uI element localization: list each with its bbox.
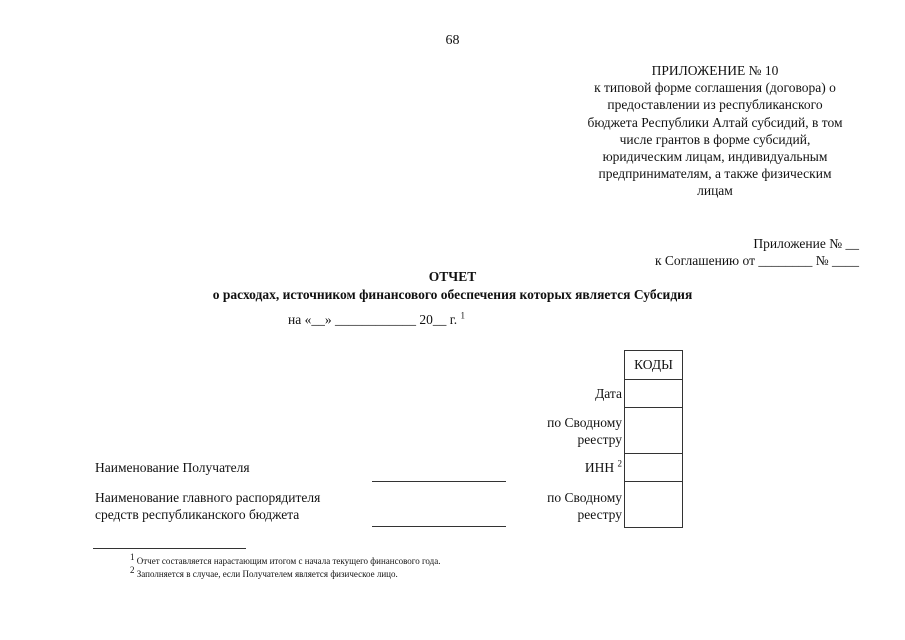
appendix-line: предоставлении из республиканского	[607, 97, 823, 113]
code-cell-date[interactable]	[625, 380, 683, 408]
footnote-divider	[93, 548, 246, 549]
registry-label-line: по Сводному	[547, 490, 622, 505]
code-cell-registry-manager[interactable]	[625, 482, 683, 528]
manager-field[interactable]	[372, 526, 506, 527]
footnote-num: 1	[130, 552, 135, 562]
registry-label-line: реестру	[577, 432, 622, 447]
page-number: 68	[445, 33, 460, 48]
manager-label-line: средств республиканского бюджета	[95, 507, 300, 522]
registry-label-manager	[547, 489, 622, 523]
footnote-ref-1: 1	[460, 310, 465, 321]
manager-label	[95, 489, 320, 523]
recipient-field[interactable]	[372, 481, 506, 482]
appendix-line: числе грантов в форме субсидий,	[619, 131, 811, 147]
footnote-text: Отчет составляется нарастающим итогом с начала текущего финансового года.	[136, 556, 441, 566]
registry-label-line: по Сводному	[547, 415, 622, 430]
codes-table	[624, 350, 683, 528]
footnote-1	[130, 552, 441, 566]
report-subtitle: о расходах, источником финансового обеспечения которых является Субсидия	[212, 287, 693, 302]
appendix-line: к типовой форме соглашения (договора) о	[594, 80, 836, 96]
footnote-ref-2: 2	[617, 458, 622, 469]
inn-label	[585, 459, 622, 476]
footnote-text: Заполняется в случае, если Получателем является физическое лицо.	[136, 569, 398, 579]
registry-label-recipient	[547, 414, 622, 448]
appendix-line: предпринимателям, а также физическим	[598, 166, 832, 182]
inn-text: ИНН	[584, 460, 615, 475]
appendix-line: лицам	[697, 183, 733, 199]
report-date-text: на «__» ____________ 20__ г.	[288, 312, 458, 327]
agreement-reference: к Соглашению от ________ № ____	[654, 253, 859, 268]
attachment-number: Приложение № __	[753, 236, 859, 251]
recipient-label: Наименование Получателя	[95, 460, 250, 475]
footnote-num: 2	[130, 565, 135, 575]
manager-label-line: Наименование главного распорядителя	[95, 490, 321, 505]
date-label: Дата	[595, 386, 622, 401]
code-cell-registry-recipient[interactable]	[625, 408, 683, 454]
appendix-block	[570, 62, 860, 200]
appendix-heading: ПРИЛОЖЕНИЕ № 10	[651, 63, 779, 78]
report-title: ОТЧЕТ	[428, 269, 477, 284]
appendix-line: юридическим лицам, индивидуальным	[602, 149, 828, 165]
appendix-line: бюджета Республики Алтай субсидий, в том	[587, 114, 843, 130]
code-cell-inn[interactable]	[625, 454, 683, 482]
codes-header: КОДЫ	[625, 351, 683, 380]
report-date-line	[288, 312, 465, 328]
registry-label-line: реестру	[577, 507, 622, 522]
footnote-2	[130, 565, 398, 579]
